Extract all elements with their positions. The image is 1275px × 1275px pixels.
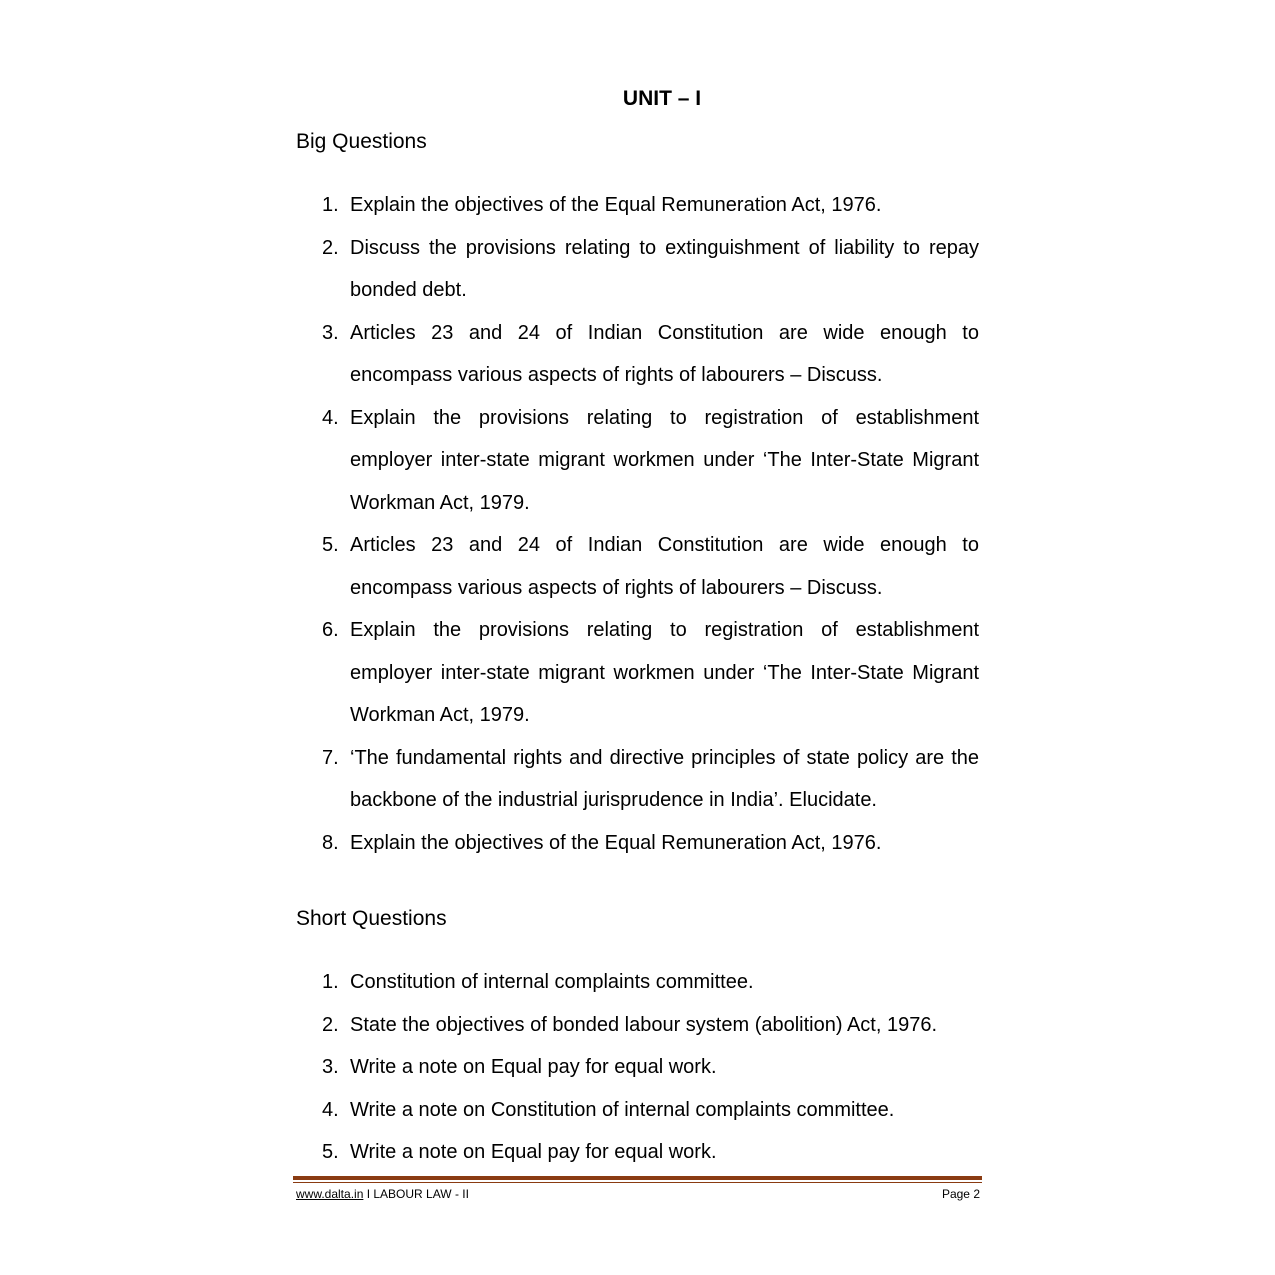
- item-number: 2.: [322, 1013, 339, 1036]
- item-number: 1.: [322, 971, 339, 993]
- short-questions-heading: Short Questions: [296, 907, 447, 930]
- question-text: Discuss the provisions relating to extinguishment of liability to repay bonded debt.: [350, 236, 979, 301]
- footer-divider: [293, 1176, 982, 1183]
- item-number: 1.: [322, 194, 339, 216]
- big-questions-heading: Big Questions: [296, 130, 427, 153]
- big-questions-list: [322, 184, 979, 864]
- item-number: 2.: [322, 236, 339, 259]
- list-item: [322, 184, 979, 227]
- question-text: Articles 23 and 24 of Indian Constitution are wide enough to encompass various aspects of rights of labourers – Discuss.: [350, 534, 979, 599]
- item-number: 7.: [322, 746, 339, 769]
- question-text: Write a note on Equal pay for equal work.: [350, 1141, 717, 1163]
- question-text: Write a note on Equal pay for equal work.: [350, 1056, 717, 1078]
- footer-left: [296, 1186, 469, 1202]
- list-item: [322, 737, 979, 822]
- website-link[interactable]: www.dalta.in: [296, 1187, 364, 1201]
- page-footer: [296, 1186, 980, 1202]
- page-number: Page 2: [941, 1187, 980, 1201]
- list-item: [322, 1131, 979, 1174]
- list-item: [322, 524, 979, 609]
- list-item: [322, 961, 979, 1004]
- item-number: 4.: [322, 406, 339, 429]
- question-text: Explain the provisions relating to registration of establishment employer inter-state migrant workmen under ‘The Inter-State Migrant Workman Act, 1979.: [350, 619, 979, 726]
- item-number: 6.: [322, 619, 339, 641]
- footer-subject: I LABOUR LAW - II: [363, 1187, 469, 1201]
- item-number: 4.: [322, 1098, 339, 1121]
- question-text: Explain the objectives of the Equal Remuneration Act, 1976.: [350, 194, 882, 216]
- list-item: [322, 312, 979, 397]
- question-text: Articles 23 and 24 of Indian Constitution are wide enough to encompass various aspects of rights of labourers – Discuss.: [350, 321, 979, 386]
- question-text: Constitution of internal complaints committee.: [350, 971, 754, 993]
- list-item: [322, 227, 979, 312]
- short-questions-list: [322, 961, 979, 1174]
- list-item: [322, 1004, 979, 1047]
- question-text: Explain the objectives of the Equal Remuneration Act, 1976.: [350, 831, 882, 854]
- item-number: 5.: [322, 1141, 339, 1163]
- question-text: ‘The fundamental rights and directive principles of state policy are the backbone of the industrial jurisprudence in India’. Elucidate.: [350, 746, 979, 811]
- list-item: [322, 1089, 979, 1132]
- list-item: [322, 1046, 979, 1089]
- item-number: 3.: [322, 1056, 339, 1078]
- question-text: State the objectives of bonded labour system (abolition) Act, 1976.: [350, 1013, 938, 1036]
- page-title: UNIT – I: [622, 87, 702, 110]
- list-item: [322, 397, 979, 525]
- item-number: 8.: [322, 831, 339, 854]
- question-text: Write a note on Constitution of internal complaints committee.: [350, 1098, 895, 1121]
- list-item: [322, 609, 979, 737]
- item-number: 5.: [322, 534, 339, 556]
- list-item: [322, 822, 979, 865]
- question-text: Explain the provisions relating to registration of establishment employer inter-state migrant workmen under ‘The Inter-State Migrant Workman Act, 1979.: [350, 406, 979, 514]
- item-number: 3.: [322, 321, 339, 344]
